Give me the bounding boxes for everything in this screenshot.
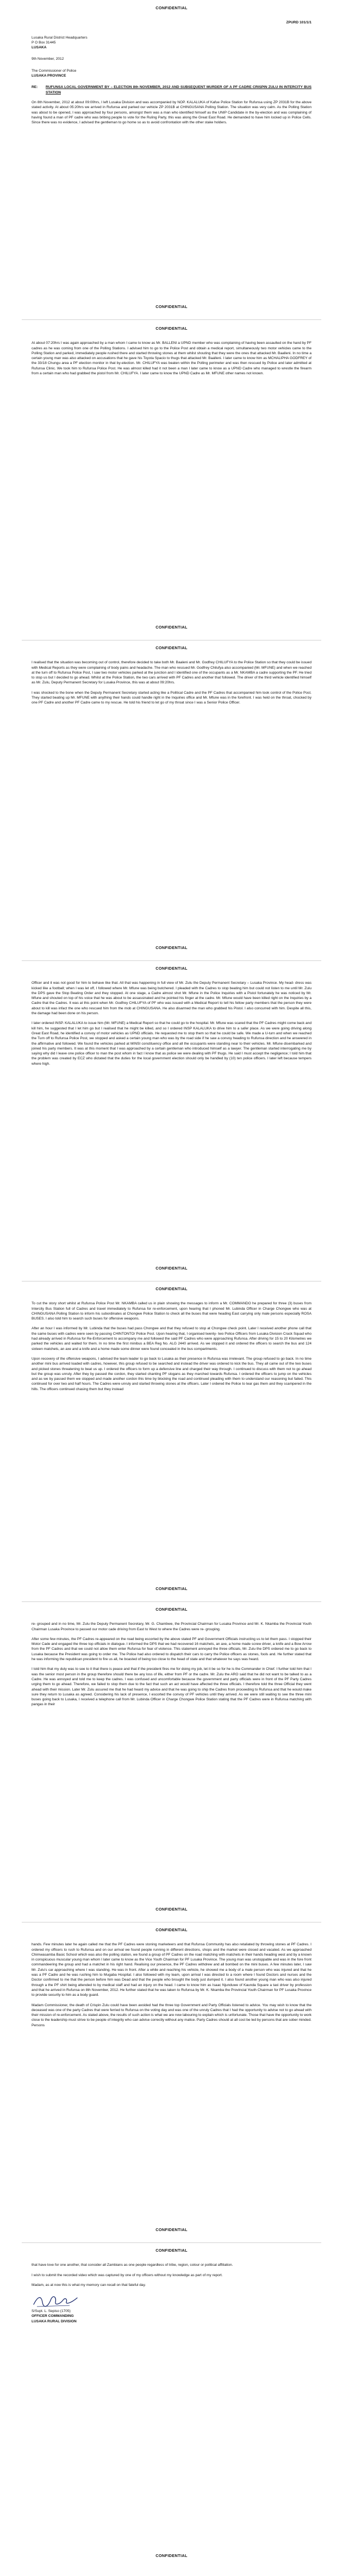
classification-footer: CONFIDENTIAL — [155, 2553, 188, 2558]
body-paragraph: After some few minutes, the PF Cadres re-appeared on the road being escorted by the above stated PF and Government Officials instructing us to let them pass. I stopped their Motor Cade and engaged the three top officials in dialogue. I informed the DPS that we had recovered 16 matchets, an axe, a home made screw driver, a knife and a Bow Arrow from the PF Cadres and that we could not allow them enter Rufunsa for fear of violence. This statement annoyed the three officials, Mr. Zulu the DPS ordered me to go back to Lusaka because the President was going to order me. The Police had also ordered to dispatch their cars to carry the Police officers as stones, fools and. He further stated that he was informing the republican president to fire us all, he boasted of being too close to the head of state and that whatever he says was heard. — [32, 1637, 311, 1662]
page-divider — [22, 319, 321, 320]
page-2 — [0, 326, 343, 381]
classification-footer: CONFIDENTIAL — [155, 1266, 188, 1271]
page-divider — [22, 2242, 321, 2243]
body-paragraph: Officer and it was not good for him to behave like that. All that was happening in full view of Mr. Zulu the Deputy Permanent Secretary – Lusaka Province. My head- dress was kicked like a football; when I was let off, I followed where Mr. Mfune was being butchered. I pleaded with the Cadres to stop beating him but could not listen to me until Mr. Zulu the DPS gave the Stop Beating Order and they stopped. At one stage, a Cadre almost shot Mr. Mfune in the Police Inquiries with a Pistol fortunately he was noticed by Mr. Mfune and shouted on top of his voice that he was about to be assassinated and he pointed his finger at the cadre. Mr. Mfune would have been killed right on the Inquiries by a Cadre that the Cadres. It was at this point when Mr. Godfrey CHILUFYA of PF who was issued with a Medical Report to tell his fellow party members that the person they were about to kill was infact the one who rescued him from the mob at CHINGUSANA. He also disarmed the man who grabbed his Pistol. I also concurred with him. Despite all this, the damage had been done on his person. — [32, 981, 311, 1016]
page-7 — [0, 1927, 343, 2033]
body-paragraph: I wish to submit the recorded video which was captured by one of my officers without my knowledge as part of my report. — [32, 2273, 223, 2277]
classification-footer: CONFIDENTIAL — [155, 945, 188, 950]
classification-header: CONFIDENTIAL — [155, 5, 188, 10]
letter-date: 9th November, 2012 — [32, 57, 64, 61]
body-paragraph: On 8th November, 2012 at about 09:00hrs, I left Lusaka Division and was accompanied by NOP. KALALUKA of Kafue Police Station for Rufunsa using ZP 2031B for the above stated activity. At about 05:20hrs we arrived in Rufunsa and parked our vehicle ZP 2031B at CHINGUSANA Polling Station. The situation was very calm. As the Polling Station was about to be opened, I was approached by four persons, amongst them was a man who identified himself as the UNIP Candidate in the by-election and was complaining of having found a man of PF cadre who was bribing people to vote for the Ruling Party, this was along the Great East Road. He demanded to have him locked up in Police Cells. Since there was no evidence, I advised the gentleman to go home so as to avoid confrontation with the other stake holders. — [32, 100, 311, 125]
body-paragraph: that have love for one another, that consider all Zambians as one people regardless of tribe, region, colour or political affiliation. — [32, 2263, 233, 2267]
recipient-line: LUSAKA PROVINCE — [32, 74, 66, 78]
signatory-division: LUSAKA RURAL DIVISION — [32, 2319, 77, 2323]
signatory-title: OFFICER COMMANDING — [32, 2314, 74, 2319]
body-paragraph: I was shocked to the bone when the Deputy Permanent Secretary started acting like a Political Cadre and the PF Cadres that accompanied him took control of the Police Post. They started beating up Mr. MFUNE with anything their hands could handle right in the Inquiries office and Mr. Mfune was in the forefront. I was held on the throat, chocked by one PF Cadre and another PF Cadre came to my rescue. He told his friend to let go of my throat since I was a Senior Police Officer. — [32, 690, 311, 705]
classification-header: CONFIDENTIAL — [155, 326, 188, 331]
body-paragraph: re- grouped and in no time, Mr. Zulu the Deputy Permanent Secretary, Mr. G. Chambwe, the Provincial Chairman for Lusaka Province and Mr. K. Nkamba the Provincial Youth Chairman Lusaka Province to passed our motor cade driving from East to West to where the Cadres were re- grouping. — [32, 1622, 311, 1631]
classification-footer: CONFIDENTIAL — [155, 1907, 188, 1912]
body-paragraph: I realised that the situation was becoming out of control, therefore decided to take both Mr. Baaleni and Mr. Godfrey CHILUFYA to the Police Station so that they could be issued with Medical Reports as they were complaining of body pains and headache. The man who rescued Mr. Godfrey Chilufya also accompanied (Mr. MFUNE) and when we reached at the turn off to Rufunsa Police Post, I saw two motor vehicles parked at the junction and I identified one of the occupants as a Mr. NKAMBA a cadre supporting the PF. He tried to stop us but I decided to go ahead. Whilst at the Police Station, the two cars arrived with PF Cadres and another that followed. The driver of the third vehicle identified himself as Mr. Zulu, Deputy Permanent Secretary for Lusaka Province, this was at about 09:20hrs. — [32, 661, 311, 685]
page-8 — [0, 2248, 343, 2324]
body-paragraph: Madam, as at now this is what my memory can recall on that fateful day. — [32, 2283, 146, 2287]
subject-label: RE: — [32, 85, 38, 90]
sender-address-line: Lusaka Rural District Headquarters — [32, 35, 88, 40]
page-5 — [0, 1286, 343, 1397]
classification-header: CONFIDENTIAL — [155, 1927, 188, 1932]
classification-footer: CONFIDENTIAL — [155, 304, 188, 309]
body-paragraph: Upon recovery of the offensive weapons, I advised the team leader to go back to Lusaka as their presence in Rufunsa was irrelevant. The group refused to go back. In no time another mini bus arrived loaded with cadres, however, this group refused to be searched and instead the driver was ordered to kick the bus. They all came out of the two buses and picked stones threatening to beat us up. I ordered the officers to form up a defensive line and charged their way through. I continued to discuss with them not to go ahead but the group was unruly. After they by passed the cordon, they started chanting PF slogans as they marched towards Rufunsa. I ordered the officers to jump on the vehicles and as we by passed them we stopped and made another cordon this time by blocking the road and continued pleading with them to understand our reasoning but failed. This continued for over two and half hours. The Cadres were unruly and started throwing stones at the officers. Later I ordered the Police to tear gas them and they scampered in the hills. The officers continued chasing them but they instead — [32, 1356, 311, 1391]
classification-header: CONFIDENTIAL — [155, 966, 188, 971]
body-paragraph: Madam Commissioner, the death of Crispin Zulu could have been avoided had the three top Government and Party Officials listened to advice. You may wish to know that the deceased was one of the party Cadres that were ferried to Rufunsa on the voting day and was one of the unruly Cadres that I had the opportunity to advise not to go ahead with their mission of re-enforcement. As stated above, the results of such action is what we are now labouring to explain which is unfortunate. Those that have the opportunity to work close to the leadership must strive to be people of integrity who can advise correctly without any malice. Party Cadres should at all cost be led by persons that are sober minded. Persons — [32, 2003, 311, 2027]
page-6 — [0, 1607, 343, 1712]
classification-header: CONFIDENTIAL — [155, 2248, 188, 2253]
page-divider — [22, 960, 321, 961]
sender-address-line: P O Box 31445 — [32, 40, 56, 45]
page-4 — [0, 966, 343, 1071]
body-paragraph: To cut the story short whilst at Rufunsa Police Post Mr. NKAMBA called us in plain showing the messages to inform a Mr. COMMANDO he prepared for three (3) buses from Intercity Bus Station full of Cadres and travel immediately to Rufunsa for re-enforcement, upon hearing that I phoned Mr. Lubinda Officer in Charge Chongwe who was at CHINGUSANA Polling Station to inform his subordinates at Chongwe Police Station to check all the buses that were heading East carrying only male persons especially ROSA BUSES. I also told him to search such buses for offensive weapons. — [32, 1302, 311, 1321]
reference-number: ZPURD 101/1/1 — [286, 21, 311, 25]
body-paragraph: I later ordered INSP. KALALUKA to issue him (Mr. MFUNE) a Medical Report so that he could go to the hospital. Mr. Mfune was scared that the PF Cadres might come back and kill him, he suggested that I let him go but I realised that he might be killed, and so I ordered INSP KALALUKA to drive him to a safer place. As we were going driving along Great East Road, he identified a convoy of motor vehicles as UPND officials. He requested me to stop them so that he could be safe. We made a U-turn and when we reached the Turn off to Rufunsa Police Post, we stopped and asked a certain young man who was by the road side if he saw a convoy heading to Rufunsa direction and he answered in the affirmative and followed. We found the vehicles parked at MINSI constituency office and all the occupants were standing near to their vehicles. Mr. Mfune disembarked and joined his party members. It was at this moment that I was approached by a certain gentleman who introduced himself as a lawyer. The gentleman started interrogating me by saying why did I leave one police officer to man the post whom in fact I know that as police we were dealing with PF thugs. He said I must accept the negligence; I told him that the problem was created by ECZ who dictated that the duties for the local government election should only be handled by (10) ten police officers. I later left because tempers where high. — [32, 1021, 311, 1066]
classification-header: CONFIDENTIAL — [155, 1286, 188, 1291]
classification-footer: CONFIDENTIAL — [155, 625, 188, 630]
page-divider — [22, 1601, 321, 1602]
subject-text: RUFUNSA LOCAL GOVERNMENT BY – ELECTION 8th NOVEMBER, 2012 AND SUBSEQUENT MURDER OF A PF CADRE CRISPIN ZULU IN INTERCITY BUS STATION — [46, 85, 311, 95]
handwritten-signature — [32, 2292, 311, 2309]
page-1 — [0, 5, 343, 130]
classification-header: CONFIDENTIAL — [155, 645, 188, 650]
body-paragraph: After an hour I was informed by Mr. Lubinda that the buses had pass Chongwe and that they refused to stop at Chongwe check point. Later I received another phone call that the same buses with cadres were seen by passing CHINTONTO/ Police Post. Upon hearing that, I organised twenty- two Police Officers from Lusaka Division Crack Squad who had already arrived in Rufunsa for Re-Enforcement to accompany me and followed the said PF Cadres who were approaching Rufunsa. After driving for 15 to 20 Kilometres we parked the vehicles and waited for them. In no time the first minibus a BEA Reg No. ALG 2440 arrived. As we stopped it and ordered the officers to search the bus and 124 sixteen matchets, an axe and a knife and a home made some dinner were found concealed in the bus compartments. — [32, 1327, 311, 1351]
subject-line — [32, 85, 311, 95]
sender-address-line: LUSAKA — [32, 46, 47, 50]
page-3 — [0, 645, 343, 711]
classification-footer: CONFIDENTIAL — [155, 2227, 188, 2232]
body-paragraph: At about 07:20hrs I was again approached by a man whom I came to know as Mr. BALLENI a UPND member who was complaining of having been assaulted on the hand by PF cadres as he was coming from one of the Polling Stations. I advised him to go to the Police Post and obtain a medical report, simultaneously two motor vehicles came to the Polling Station and parked, immediately people rushed there and started throwing stones at them whilst shouting that they were the ones that attacked Mr. Baalleni. In no time a certain young man was also attacked on accusations that he gave his Toyota Spacio to thugs that attacked Mr. Baalleni. I later came to know him as MCHALIPHA GODFREY of the 33/18 Chungu area a PF election monitor in that by-election. Mr. CHILUFYA was beaten within the Polling perimeter and was then rescued by Police and later admitted at Rufunsa Clinic. We took him to Rufunsa Police Post. He was almost killed had it not been a man I later came to know as a UPND Cadre who managed to wrestle the firearm from a certain man who had grabbed the pistol from Mr. CHILUFYA. I later came to know the UPND Cadre as Mr. MFUNE other names not known. — [32, 341, 311, 376]
body-paragraph: hands. Few minutes later he again called me that the PF Cadres were stoning marketeers and that Rufunsa Community has also retaliated by throwing stones at PF Cadres. I ordered my officers to rush to Rufunsa and on our arrival we found people running in different directions, shops and the market were closed and vacated. As we approached Chimwasamba Basic School which was also the polling station, we found a group of PF Cadres on the road matching with matchets in their hands heading west and by a known in conspicuous muscular young man whom I later came to know as the Vice Youth Chairman for PF Lusaka Province. The young man was unstoppable and was in the fore front commandeering the group and had a matchet in his right hand. Realising our presence, the PF Cadres withdrew and all bombed on the mini buses. A few minutes later, I saw Mr. Zulu's car approaching where I was standing. He was in front. After a while and reaching his vehicle, he showed me a body of a male person who was injured and that he was a PF Cadre and he was rushing him to Mugaba Hospital. I also followed with my team, upon arrival I was directed to a room where I found Doctors and nurses and the Doctor confirmed to me that the person before him was Dead and that the people who brought the body just dumped it. I also found another young man who was also injured through a the PF shirt being attended to by medical staff and had an injury on the head. I came to know him as Isaac Njunduwe of Kaunda Square a taxi driver by profession and that he arrived in Rufunsa on 8th November, 2012. He further stated that he was taken to Rufunsa by Mr. K. Nkamba the Provincial Youth Chairman for PF Lusaka Province to provide security to him as a body guard. — [32, 1943, 311, 1997]
classification-footer: CONFIDENTIAL — [155, 1586, 188, 1591]
classification-header: CONFIDENTIAL — [155, 1607, 188, 1612]
signatory-name: S/Supt. L. Sepiso (1705) — [32, 2309, 71, 2314]
signature-block — [32, 2292, 311, 2324]
recipient-line: The Commissioner of Police — [32, 68, 77, 73]
body-paragraph: I told him that my duty was to see to it that there is peace and that if the president fires me for doing my job, let it be so for he is the Commander in Chief. I further told him that I was the senior most person in the group therefore should there be any loss of life, either from PF or the cadre. Mr. Zulu the ARO said that he did not want to be talked to as a Cadre. He was annoyed and told me to keep the cadres. I was confused and uncomfortable because the government and party officials were in front of the PF Party Cadres urging them to go ahead. Therefore, we failed to stop them due to the fact that such an act would have affected the three officials. I therefore told the three Official they went ahead with their mission. Later Mr. Zulu assured me that he had heard my advice and that he was going to ship the Cadres from proceeding to Rufunsa and that he would make sure they return to Lusaka as agreed. Considering his lack of presence, I escorted the convoy of PF vehicles until they arrived. As we were still waiting to see the three mini buses going back to Lusaka, I received a telephone call from Mr. Lubinda Officer in Charge Chongwe Police Station stating that the PF Cadres were in Rufunsa matching with pangas in their — [32, 1667, 311, 1707]
